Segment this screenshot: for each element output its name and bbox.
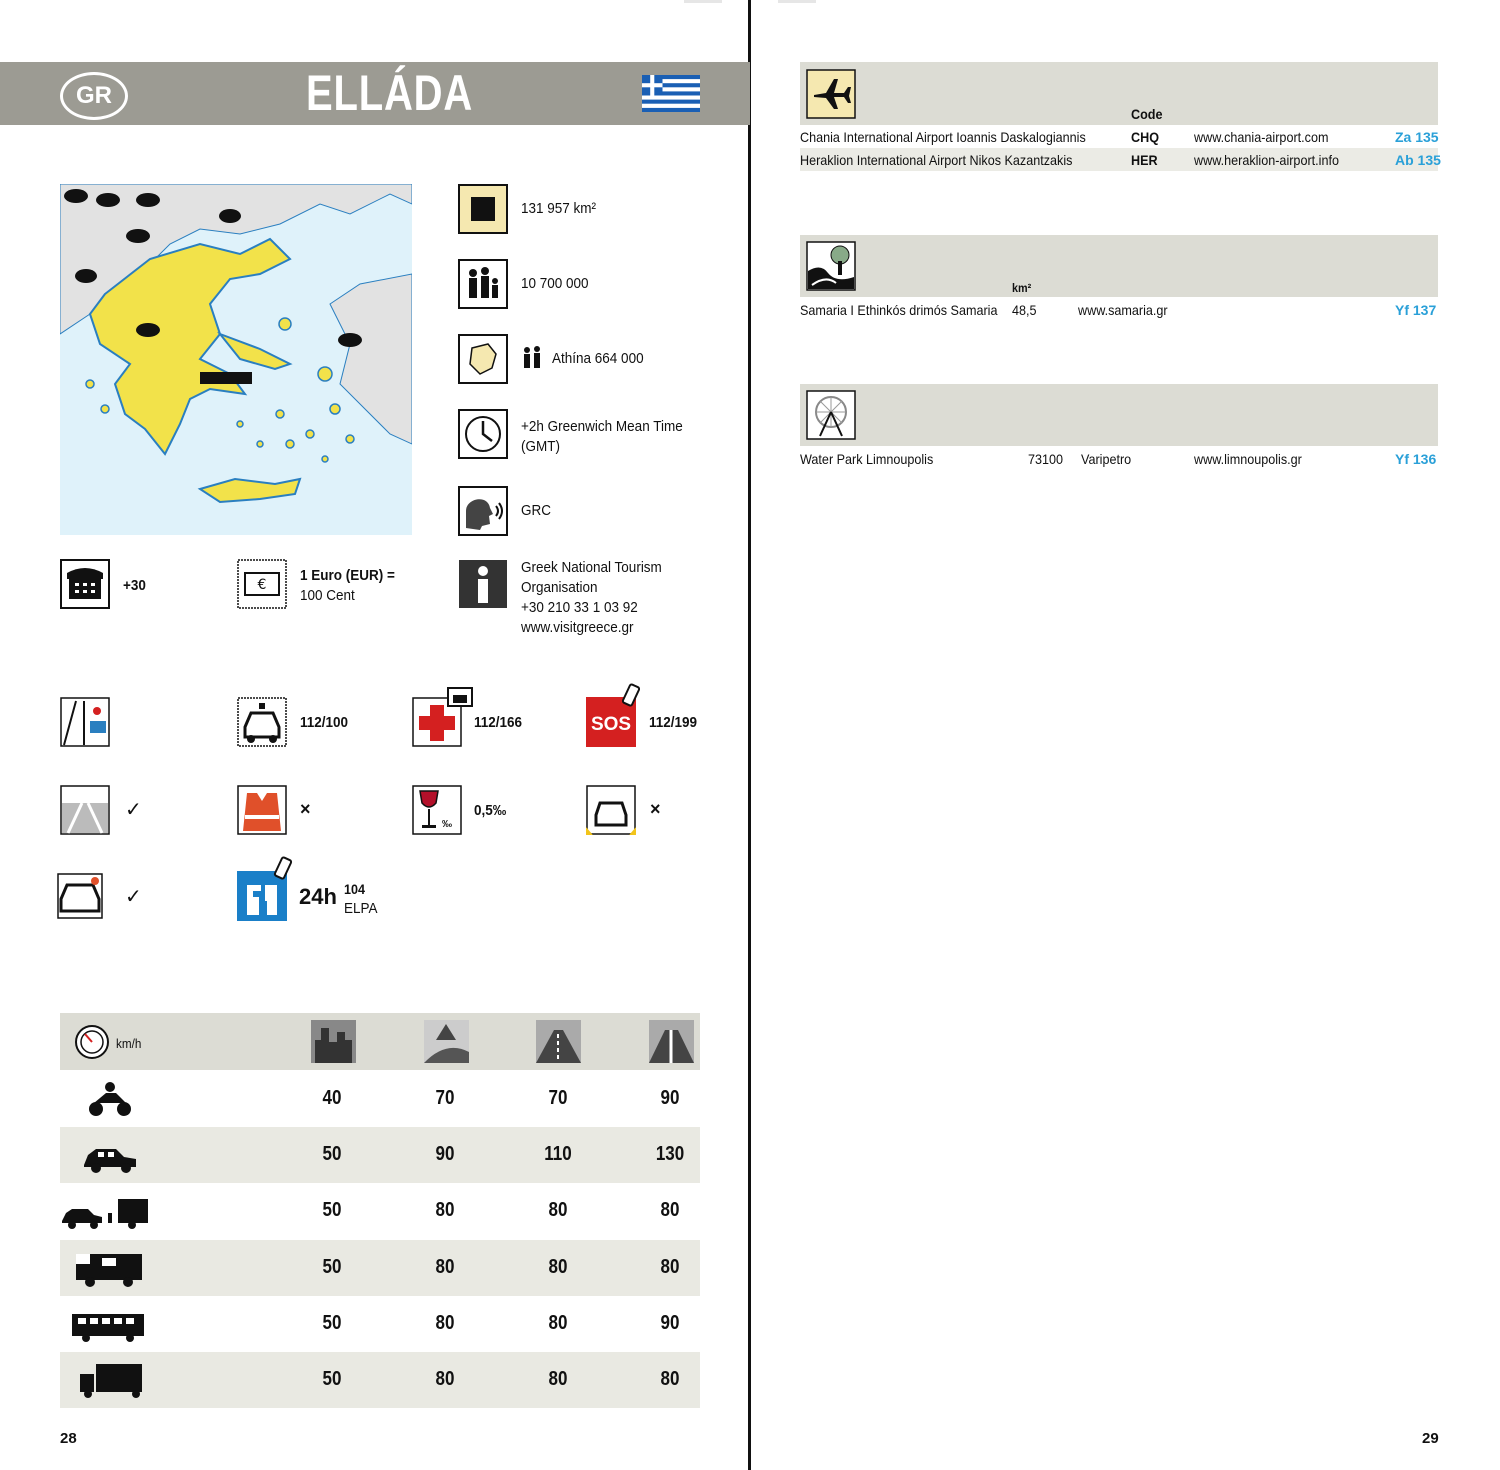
- breakdown-hours: 24h: [299, 884, 337, 909]
- map-reference[interactable]: Yf 136: [1395, 451, 1437, 467]
- car-trailer-icon: [60, 1191, 158, 1231]
- speed-limit-value: 80: [435, 1311, 455, 1334]
- leisure-city: Varipetro: [1081, 451, 1132, 467]
- speed-unit: km/h: [116, 1036, 142, 1051]
- airport-url[interactable]: www.heraklion-airport.info: [1194, 152, 1339, 168]
- vest-cross: ×: [300, 799, 311, 819]
- ferris-wheel-icon: [806, 390, 856, 440]
- leisure-zip: 73100: [1028, 451, 1064, 467]
- speed-limit-value: 50: [322, 1311, 342, 1334]
- page-title: ELLÁDA: [306, 65, 474, 121]
- lights-check: ✓: [125, 886, 142, 908]
- airports-header: [800, 62, 1438, 125]
- people-icon: [521, 346, 545, 368]
- speed-limit-value: 40: [322, 1087, 342, 1109]
- speed-limit-value: 50: [322, 1143, 342, 1166]
- airport-name: Chania International Airport Ioannis Daskalogiannis: [800, 129, 1086, 145]
- motorway-icon: [649, 1020, 694, 1063]
- airport-name: Heraklion International Airport Nikos Kazantzakis: [800, 152, 1073, 168]
- map-reference[interactable]: Yf 137: [1395, 302, 1437, 318]
- crop-mark: [778, 0, 816, 3]
- breakdown-org: ELPA: [344, 900, 378, 917]
- population-value: 10 700 000: [521, 275, 589, 292]
- bus-icon: [70, 1304, 148, 1344]
- greece-map: [60, 184, 412, 535]
- speed-limit-value: 80: [548, 1255, 568, 1278]
- motorcycle-icon: [86, 1079, 132, 1119]
- speed-limit-value: 80: [548, 1199, 568, 1222]
- alcohol-icon: [412, 785, 462, 835]
- speed-limit-value: 80: [435, 1368, 455, 1390]
- safety-vest-icon: [237, 785, 287, 835]
- triangle-cross: ×: [650, 799, 661, 819]
- headlights-icon: [55, 871, 105, 921]
- capital-icon: [458, 334, 508, 384]
- code-column-header: Code: [1131, 106, 1163, 122]
- phone-icon: [60, 559, 110, 609]
- country-code: GRC: [521, 502, 552, 519]
- speed-limit-value: 90: [660, 1087, 680, 1109]
- area-icon: [458, 184, 508, 234]
- capital-value: Athína 664 000: [552, 350, 644, 367]
- svg-text:‰: ‰: [442, 819, 452, 830]
- park-name: Samaria I Ethinkós drimós Samaria: [800, 302, 998, 318]
- tourism-info: [521, 558, 701, 638]
- speed-limit-value: 90: [435, 1143, 455, 1166]
- police-number: 112/100: [300, 714, 349, 731]
- airport-code: HER: [1131, 152, 1158, 168]
- breakdown-number: 104: [344, 881, 366, 897]
- currency-line1: 1 Euro (EUR) =: [300, 567, 395, 584]
- population-icon: [458, 259, 508, 309]
- car-icon: [80, 1135, 138, 1175]
- airplane-icon: [806, 69, 856, 119]
- page-number-right: 29: [1422, 1430, 1439, 1447]
- svg-text:€: €: [257, 577, 267, 593]
- speed-table-header: [60, 1013, 700, 1070]
- speed-limit-value: 80: [660, 1255, 680, 1278]
- speed-limit-value: 80: [548, 1311, 568, 1334]
- tourism-url[interactable]: www.visitgreece.gr: [521, 619, 634, 636]
- speed-row-truck: [60, 1352, 700, 1408]
- currency-line2: 100 Cent: [300, 587, 355, 604]
- airport-code: CHQ: [1131, 129, 1160, 145]
- mobile-phone-icon: [622, 683, 640, 709]
- mobile-phone-icon: [273, 856, 293, 882]
- speed-limit-value: 50: [322, 1368, 342, 1390]
- ambulance-number: 112/166: [474, 714, 523, 731]
- roadside-icon: [60, 697, 110, 747]
- speed-limit-value: 80: [660, 1199, 680, 1222]
- camper-icon: [72, 1248, 146, 1288]
- crop-mark: [684, 0, 722, 3]
- park-url[interactable]: www.samaria.gr: [1078, 302, 1168, 318]
- sos-number: 112/199: [649, 714, 698, 731]
- info-icon: [458, 559, 508, 609]
- speed-limit-value: 50: [322, 1199, 342, 1222]
- tourism-phone: +30 210 33 1 03 92: [521, 599, 638, 616]
- speed-row-car: [60, 1127, 700, 1183]
- timezone-value: +2h Greenwich Mean Time (GMT): [521, 418, 683, 455]
- speed-limit-value: 110: [544, 1143, 572, 1166]
- speed-limit-value: 90: [660, 1311, 680, 1334]
- alcohol-limit: 0,5‰: [474, 802, 507, 819]
- leisure-name: Water Park Limnoupolis: [800, 451, 934, 467]
- park-area: 48,5: [1012, 302, 1037, 318]
- map-reference[interactable]: Ab 135: [1395, 152, 1441, 168]
- parks-header: [800, 235, 1438, 297]
- speed-limit-value: 50: [322, 1255, 342, 1278]
- leisure-header: [800, 384, 1438, 446]
- phone-code: +30: [123, 577, 146, 594]
- speed-limit-value: 70: [548, 1087, 568, 1109]
- page-number-left: 28: [60, 1430, 77, 1447]
- expressway-icon: [536, 1020, 581, 1063]
- speed-row-camper: [60, 1240, 700, 1296]
- language-icon: [458, 486, 508, 536]
- area-value: 131 957 km²: [521, 200, 597, 217]
- triangle-icon: [586, 785, 636, 835]
- airport-url[interactable]: www.chania-airport.com: [1194, 129, 1329, 145]
- speed-limit-value: 80: [548, 1368, 568, 1390]
- truck-icon: [76, 1360, 142, 1400]
- urban-road-icon: [311, 1020, 356, 1063]
- clock-icon: [458, 409, 508, 459]
- vignette-check: ✓: [125, 799, 142, 821]
- police-icon: [237, 697, 287, 747]
- speed-row-motorcycle: [60, 1071, 700, 1127]
- speedometer-icon: [74, 1024, 110, 1060]
- sos-label: SOS: [590, 714, 632, 735]
- greek-flag-icon: [642, 75, 700, 112]
- speed-limit-value: 80: [660, 1368, 680, 1390]
- national-park-icon: [806, 241, 856, 291]
- vignette-icon: [60, 785, 110, 835]
- page-spine: [748, 0, 751, 1470]
- speed-limit-value: 70: [435, 1087, 455, 1109]
- map-reference[interactable]: Za 135: [1395, 129, 1439, 145]
- telephone-icon: [447, 687, 473, 707]
- speed-row-bus: [60, 1296, 700, 1352]
- tourism-line: Organisation: [521, 579, 598, 596]
- country-badge: GR: [60, 72, 128, 120]
- km2-column-header: km²: [1012, 281, 1032, 295]
- speed-limit-value: 80: [435, 1199, 455, 1222]
- speed-limit-value: 80: [435, 1255, 455, 1278]
- rural-road-icon: [424, 1020, 469, 1063]
- tourism-line: Greek National Tourism: [521, 559, 662, 576]
- speed-limit-value: 130: [655, 1143, 685, 1166]
- leisure-url[interactable]: www.limnoupolis.gr: [1194, 451, 1302, 467]
- currency-icon: [237, 559, 287, 609]
